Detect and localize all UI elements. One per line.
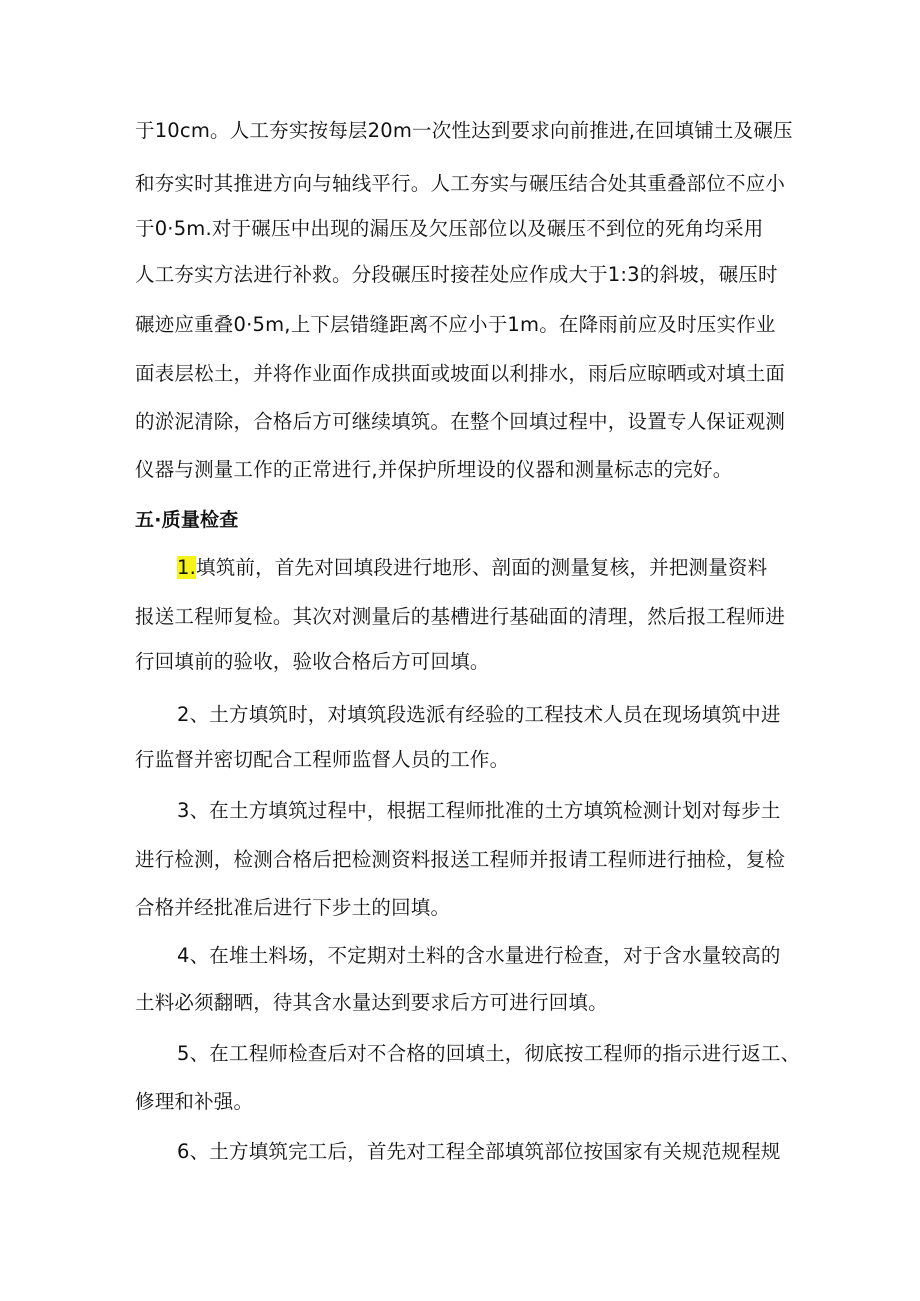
paragraph-line: 面表层松土，并将作业面作成拱面或坡面以利排水，雨后应晾晒或对填土面 xyxy=(135,362,786,385)
item-5-line: 5、在工程师检查后对不合格的回填土，彻底按工程师的指示进行返工、 xyxy=(177,1042,801,1065)
paragraph-line: 碾迹应重叠0·5m,上下层错缝距离不应小于1m。在降雨前应及时压实作业 xyxy=(135,313,776,336)
item-1-first-line xyxy=(177,554,767,582)
highlighted-item-number: 1. xyxy=(177,556,197,579)
item-5-line: 修理和补强。 xyxy=(135,1090,254,1113)
paragraph-line: 于10cm。人工夯实按每层20m一次性达到要求向前推进,在回填铺土及碾压 xyxy=(135,119,793,142)
item-6-line: 6、土方填筑完工后，首先对工程全部填筑部位按国家有关规范规程规 xyxy=(177,1140,781,1163)
paragraph-line: 和夯实时其推进方向与轴线平行。人工夯实与碾压结合处其重叠部位不应小 xyxy=(135,172,786,195)
paragraph-line: 仪器与测量工作的正常进行,并保护所埋设的仪器和测量标志的完好。 xyxy=(135,458,733,481)
section-heading: 五·质量检查 xyxy=(135,509,239,531)
item-2-line: 行监督并密切配合工程师监督人员的工作。 xyxy=(135,748,510,771)
item-3-line: 合格并经批准后进行下步土的回填。 xyxy=(135,896,451,919)
paragraph-line: 的淤泥清除，合格后方可继续填筑。在整个回填过程中，设置专人保证观测 xyxy=(135,410,786,433)
item-1-line: 行回填前的验收，验收合格后方可回填。 xyxy=(135,650,490,673)
item-4-line: 4、在堆土料场，不定期对土料的含水量进行检查，对于含水量较高的 xyxy=(177,944,781,967)
item-3-line: 进行检测，检测合格后把检测资料报送工程师并报请工程师进行抽检，复检 xyxy=(135,848,786,871)
item-2-line: 2、土方填筑时，对填筑段选派有经验的工程技术人员在现场填筑中进 xyxy=(177,703,781,726)
paragraph-line: 于0·5m.对于碾压中出现的漏压及欠压部位以及碾压不到位的死角均采用 xyxy=(135,217,764,240)
item-4-line: 土料必须翻晒，待其含水量达到要求后方可进行回填。 xyxy=(135,991,608,1014)
item-1-line: 报送工程师复检。其次对测量后的基槽进行基础面的清理，然后报工程师进 xyxy=(135,605,786,628)
paragraph-line: 人工夯实方法进行补救。分段碾压时接茬处应作成大于1:3的斜坡，碾压时 xyxy=(135,263,778,286)
item-3-line: 3、在土方填筑过程中，根据工程师批准的土方填筑检测计划对每步土 xyxy=(177,799,781,822)
item-1-text: 填筑前，首先对回填段进行地形、剖面的测量复核，并把测量资料 xyxy=(196,556,768,579)
